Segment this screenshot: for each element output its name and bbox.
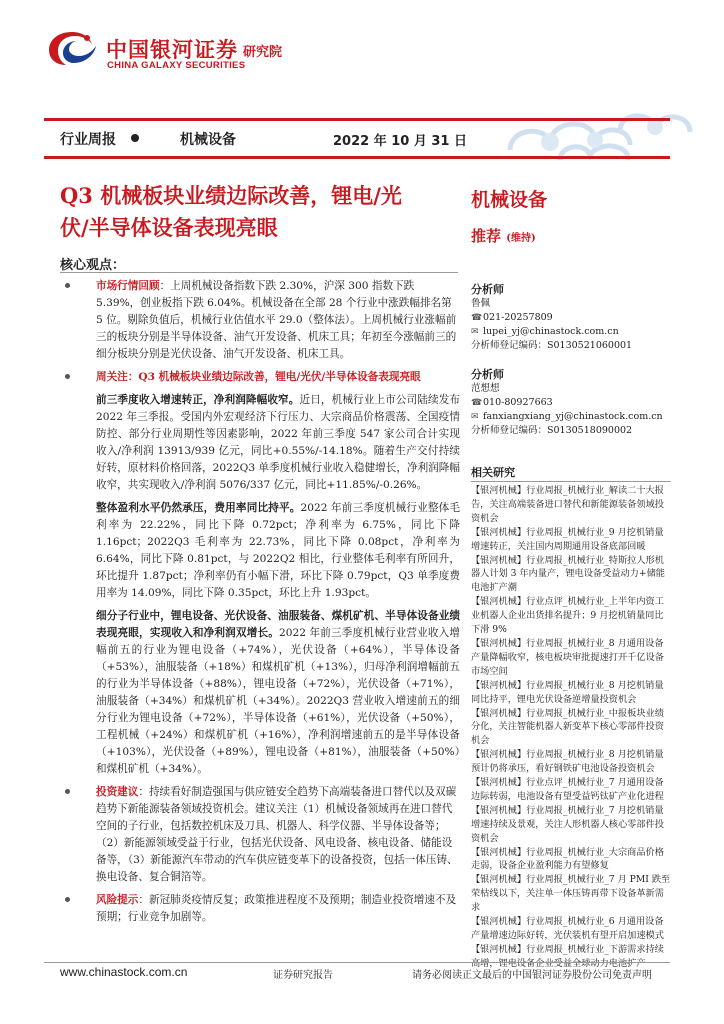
related-item[interactable]: 【银河机械】行业周报_机械行业_8 月挖机销量同比持平，锂电光伏设备逆增量投资机会 <box>471 679 664 705</box>
galaxy-logo-icon <box>44 28 100 68</box>
related-item[interactable]: 【银河机械】行业周报_机械行业_特斯拉人形机器人计划 3 年内量产，锂电设备受益动力+储能电池扩产潮 <box>471 554 665 594</box>
risk-warning-text: ：新冠肺炎疫情反复；政策推进程度不及预期；制造业投资增速不及预期；行业竞争加剧等。 <box>96 894 457 923</box>
analyst-email[interactable]: lupei_yj@chinastock.com.cn <box>483 326 619 337</box>
header-rule-top <box>44 118 670 121</box>
related-item[interactable]: 【银河机械】行业周报_机械行业_中报板块业绩分化，关注智能机器人新变革下核心零部件投资机会 <box>471 707 664 747</box>
related-research-rule <box>471 481 671 482</box>
profitability-bold: 整体盈利水平仍然承压，费用率同比持平。 <box>96 502 301 514</box>
related-item[interactable]: 【银河机械】行业周报_机械行业_7 月挖机销量增速持续及景观，关注人形机器人核心零部件投资机会 <box>471 804 664 844</box>
report-title-line-2: 伏/半导体设备表现亮眼 <box>60 215 278 240</box>
risk-warning-paragraph <box>62 892 460 926</box>
footer-url[interactable]: www.chinastock.com.cn <box>60 965 188 979</box>
separator-dot-icon <box>131 134 139 142</box>
profitability-text: 2022 年前三季度机械行业整体毛利率为 22.22%，同比下降 0.72pct；净利率为 6.75%，同比下降 1.16pct；2022Q3 毛利率为 22.73%，同比下降 0.08pct，净利率为 6.64%，同比下降 0.81pct，与 2022Q2 相比，行业整体毛利率有所回升，环比提升 1.87pct；净利率仍有小幅下滑，环比下降 0.79pct，Q3 单季度费用率为 14.09%，同比下降 0.35pct，环比上升 1.93pct。 <box>96 502 461 599</box>
related-item[interactable]: 【银河机械】行业周报_机械行业_下游需求持续高增，锂电设备企业受益全球动力电池扩产 <box>471 943 664 969</box>
analyst-phone: 010-80927663 <box>483 397 553 408</box>
footer-rule <box>44 962 670 963</box>
related-item[interactable]: 【银河机械】行业周报_机械行业_6 月通用设备产量增速边际好转，光伏装机有望开启加速模式 <box>471 916 664 941</box>
email-icon: ✉ <box>471 412 479 422</box>
analyst-block-2 <box>471 366 671 438</box>
investment-advice-paragraph <box>62 784 460 886</box>
auspicious-cloud-decoration <box>470 100 700 170</box>
analyst-block-1 <box>471 281 671 353</box>
analyst-heading: 分析师 <box>471 283 504 296</box>
weekly-focus-paragraph <box>62 369 460 386</box>
weekly-focus-label: 周关注：Q3 机械板块业绩边际改善，锂电/光伏/半导体设备表现亮眼 <box>96 371 421 383</box>
brand-name-cn: 中国银河证券 <box>106 38 238 62</box>
market-review-paragraph <box>62 278 460 363</box>
related-research-heading: 相关研究 <box>471 466 515 479</box>
analyst-email-row <box>471 325 671 339</box>
analyst-email-row <box>471 410 671 424</box>
side-industry: 机械设备 <box>471 189 548 211</box>
report-body <box>62 278 460 932</box>
profitability-paragraph <box>62 500 460 602</box>
footer-report-label: 证券研究报告 <box>273 970 333 981</box>
investment-advice-text: ：持续看好制造强国与供应链安全趋势下高端装备进口替代以及双碳趋势下新能源装备领域投资机会。建议关注（1）机械设备领域再在进口替代空间的子行业，包括数控机床及刀具、机器人、科学仪器、半导体设备等；（2）新能源领域受益于行业，包括光伏设备、风电设备、核电设备、储能设备等，（3）新能源汽车带动的汽车供应链变革下的设备投资，包括一体压铸、换电设备、复合铜箔等。 <box>96 786 458 883</box>
report-title-line-1: Q3 机械板块业绩边际改善，锂电/光 <box>60 183 402 208</box>
footer-disclaimer: 请务必阅读正文最后的中国银河证券股份公司免责声明 <box>412 970 652 981</box>
phone-icon: ☎ <box>471 398 483 408</box>
brand-department: 研究院 <box>243 45 283 60</box>
analyst-cert: 分析师登记编码：S0130518090002 <box>471 425 633 436</box>
related-item[interactable]: 【银河机械】行业周报_机械行业_9 月挖机销量增速转正，关注国内周期通用设备底部回暖 <box>471 526 664 552</box>
analyst-name: 鲁佩 <box>471 298 491 309</box>
risk-warning-label: 风险提示 <box>96 894 139 906</box>
market-review-text: ：上周机械设备指数下跌 2.30%，沪深 300 指数下跌 5.39%，创业板指下跌 6.04%。机械设备在全部 28 个行业中涨跌幅排名第 5 位。剔除负值后，机械行业估值水平 29.0（整体法）。上周机械行业涨幅前三的板块分别是半导体设备、油气开发设备、机床工具；年初至今涨幅前三的细分板块分别是光伏设备、油气开发设备、机床工具。 <box>96 280 457 360</box>
analyst-name: 范想想 <box>471 383 500 394</box>
sub-industry-text: 2022 年前三季度机械行业营业收入增幅前五的行业为锂电设备（+74%），光伏设备（+64%），半导体设备（+53%），油服装备（+18%）和煤机矿机（+13%），归母净利润增幅前五的行业为半导体设备（+88%），锂电设备（+72%），光伏设备（+71%），油服装备（+34%）和煤机矿机（+34%）。2022Q3 营业收入增速前五的细分行业为锂电设备（+72%），半导体设备（+61%），光伏设备（+50%），工程机械（+24%）和煤机矿机（+16%），净利润增速前五的是半导体设备（+103%），光伏设备（+89%），锂电设备（+81%），油服装备（+50%）和煤机矿机（+34%）。 <box>96 627 461 775</box>
investment-advice-label: 投资建议 <box>96 786 139 798</box>
key-points-rule <box>60 272 458 273</box>
revenue-text: 近日，机械行业上市公司陆续发布 2022 年三季报。受国内外宏观经济下行压力、大宗商品价格震荡、全国疫情防控、部分行业周期性等因素影响，2022 年前三季度 547 家公司合计实现收入/净利润 13913/939 亿元，同比+0.55%/-14.18%。随着生产交付持续好转，原材料价格回落，2022Q3 单季度机械行业收入稳健增长，净利润降幅收窄，共实现收入/净利润 5076/337 亿元，同比+11.85%/-0.26%。 <box>96 394 461 491</box>
related-item[interactable]: 【银河机械】行业周报_机械行业_8 月挖机销量预计仍将承压，看好钢铁矿电池设备投资机会 <box>471 749 664 775</box>
report-title <box>60 180 460 244</box>
rating-value: 推荐 <box>471 227 502 245</box>
related-item[interactable]: 【银河机械】行业点评_机械行业_7 月通用设备边际转弱，电池设备有望受益钙钛矿产业化进程 <box>471 777 664 802</box>
revenue-bold: 前三季度收入增速转正，净利润降幅收窄。 <box>96 394 300 406</box>
related-research-list <box>471 484 671 971</box>
related-item[interactable]: 【银河机械】行业周报_机械行业_8 月通用设备产量降幅收窄，核电板块审批提速打开千亿设备市场空间 <box>471 637 664 677</box>
key-points-heading: 核心观点： <box>60 258 126 273</box>
related-item[interactable]: 【银河机械】行业周报_机械行业_7 月 PMI 跌至荣枯线以下，关注单一体压铸再带下设备革新需求 <box>471 874 671 914</box>
header-rule-bottom <box>44 156 670 159</box>
analyst-email[interactable]: fanxiangxiang_yj@chinastock.com.cn <box>483 411 663 422</box>
rating <box>471 225 536 246</box>
related-item[interactable]: 【银河机械】行业周报_机械行业_大宗商品价格走弱，设备企业盈利能力有望修复 <box>471 846 664 872</box>
report-type: 行业周报 <box>60 132 116 148</box>
sub-industry-bold: 细分子行业中，锂电设备、光伏设备、油服装备、煤机矿机、半导体设备业绩表现亮眼，实现收入和净利润双增长。 <box>96 610 460 639</box>
analyst-phone: 021-20257809 <box>483 312 553 323</box>
related-item[interactable]: 【银河机械】行业点评_机械行业_上半年内资工业机器人企业出货排名提升；9 月挖机销量同比下滑 9% <box>471 596 664 636</box>
report-date: 2022 年 10 月 31 日 <box>333 134 467 149</box>
related-item[interactable]: 【银河机械】行业周报_机械行业_解读二十大报告，关注高端装备进口替代和新能源装备领域投资机会 <box>471 485 664 524</box>
phone-icon: ☎ <box>471 313 483 323</box>
rating-sub: (维持) <box>506 233 536 244</box>
analyst-phone-row <box>471 396 671 410</box>
brand-name-en: CHINA GALAXY SECURITIES <box>107 60 246 71</box>
revenue-paragraph <box>62 392 460 494</box>
sub-industry-paragraph <box>62 608 460 778</box>
analyst-heading: 分析师 <box>471 368 504 381</box>
analyst-phone-row <box>471 311 671 325</box>
email-icon: ✉ <box>471 327 479 337</box>
analyst-cert: 分析师登记编码：S0130521060001 <box>471 340 633 351</box>
report-industry: 机械设备 <box>180 132 236 148</box>
market-review-label: 市场行情回顾 <box>96 280 160 292</box>
